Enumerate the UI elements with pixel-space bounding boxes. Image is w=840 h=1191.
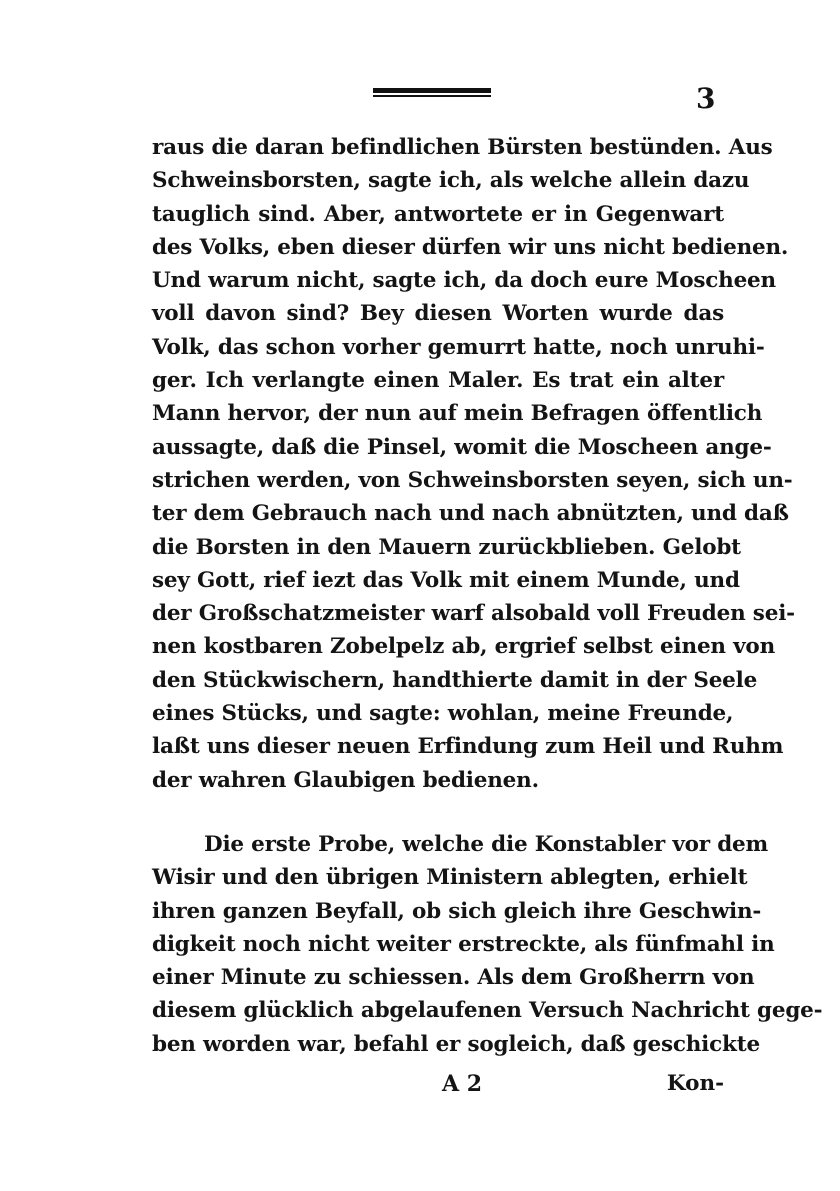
text-line: ger. Ich verlangte einen Maler. Es trat ein alter — [152, 368, 724, 394]
signature-mark: A 2 — [442, 1071, 483, 1097]
text-line: ter dem Gebrauch nach und nach abnützten, und daß — [152, 501, 789, 527]
text-line: der wahren Glaubigen bedienen. — [152, 767, 539, 793]
text-line: Schweinsborsten, sagte ich, als welche allein dazu — [152, 168, 750, 194]
text-line: laßt uns dieser neuen Erfindung zum Heil und Ruhm — [152, 734, 784, 760]
text-line: den Stückwischern, handthierte damit in der Seele — [152, 667, 758, 693]
text-line: sey Gott, rief iezt das Volk mit einem Munde, und — [152, 567, 740, 593]
header-rule-thick — [373, 88, 491, 93]
header-rule-thin — [373, 95, 491, 97]
paragraph-2 — [152, 828, 823, 1061]
page-footer — [152, 1067, 724, 1101]
text-line: raus die daran befindlichen Bürsten bestünden. Aus — [152, 135, 773, 160]
page-number: 3 — [696, 82, 716, 115]
text-line: aussagte, daß die Pinsel, womit die Moscheen ange- — [152, 434, 772, 460]
text-line: Und warum nicht, sagte ich, da doch eure Moscheen — [152, 268, 776, 294]
text-line: tauglich sind. Aber, antwortete er in Gegenwart — [152, 201, 724, 227]
text-line: Die erste Probe, welche die Konstabler vor dem — [204, 832, 769, 857]
catchword: Kon- — [666, 1071, 724, 1096]
text-line: des Volks, eben dieser dürfen wir uns nicht bedienen. — [152, 234, 789, 260]
text-line: der Großschatzmeister warf alsobald voll Freuden sei- — [152, 601, 795, 627]
text-line: diesem glücklich abgelaufenen Versuch Nachricht gege- — [152, 998, 823, 1024]
text-line: ihren ganzen Beyfall, ob sich gleich ihre Geschwin- — [152, 898, 762, 924]
text-line: Volk, das schon vorher gemurrt hatte, noch unruhi- — [152, 334, 765, 360]
text-line: die Borsten in den Mauern zurückblieben. Gelobt — [152, 534, 741, 560]
text-line: einer Minute zu schiessen. Als dem Großherrn von — [152, 965, 755, 991]
header-rule — [373, 88, 491, 98]
text-line: nen kostbaren Zobelpelz ab, ergrief selbst einen von — [152, 634, 775, 660]
text-line: digkeit noch nicht weiter erstreckte, als fünfmahl in — [152, 931, 775, 957]
text-line: ben worden war, befahl er sogleich, daß geschickte — [152, 1031, 760, 1057]
text-line: Mann hervor, der nun auf mein Befragen öffentlich — [152, 401, 763, 427]
text-line: voll davon sind? Bey diesen Worten wurde das — [152, 301, 724, 327]
paragraph-1 — [152, 131, 795, 797]
text-line: Wisir und den übrigen Ministern ablegten, erhielt — [152, 865, 748, 891]
text-line: eines Stücks, und sagte: wohlan, meine Freunde, — [152, 701, 734, 727]
text-line: strichen werden, von Schweinsborsten seyen, sich un- — [152, 467, 793, 493]
